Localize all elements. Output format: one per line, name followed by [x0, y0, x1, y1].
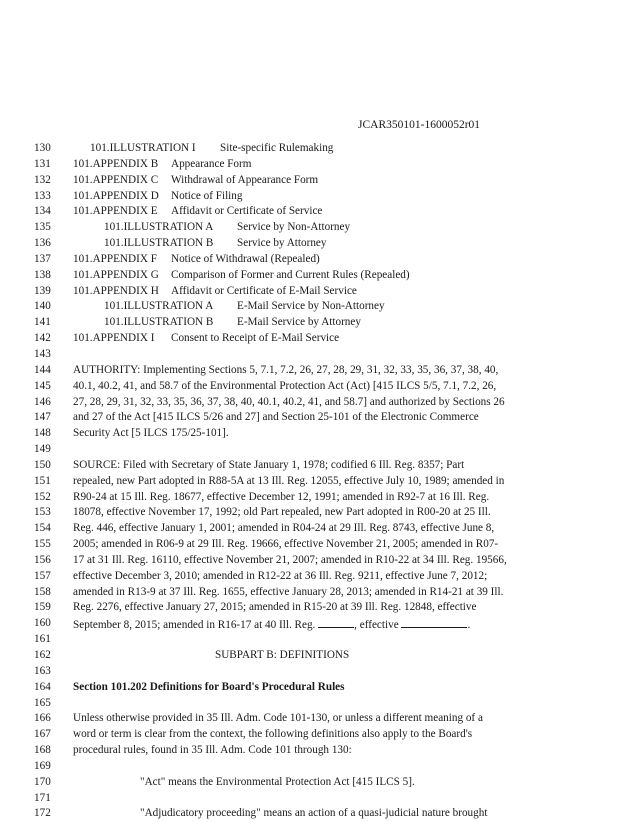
line-135	[34, 220, 614, 236]
line-138	[34, 268, 614, 284]
line-171	[34, 791, 614, 807]
line-158	[34, 585, 614, 601]
line-134	[34, 204, 614, 220]
line-number: 138	[34, 268, 51, 281]
line-number: 161	[34, 633, 51, 646]
line-number: 167	[34, 728, 51, 741]
line-155	[34, 537, 614, 553]
toc-entry-code: 101.APPENDIX E	[73, 205, 158, 218]
line-144	[34, 363, 614, 379]
line-number: 131	[34, 157, 51, 170]
line-number: 160	[34, 617, 51, 630]
line-143	[34, 347, 614, 363]
section-heading: Section 101.202 Definitions for Board's Procedural Rules	[73, 680, 345, 693]
authority-text: AUTHORITY: Implementing Sections 5, 7.1, 7.2, 26, 27, 28, 29, 31, 32, 33, 35, 36, 37, 38, 40,	[73, 363, 499, 376]
line-130	[34, 141, 614, 157]
line-number: 139	[34, 284, 51, 297]
definition-text: "Adjudicatory proceeding" means an action of a quasi-judicial nature brought	[140, 807, 488, 820]
toc-entry-code: 101.APPENDIX C	[73, 173, 159, 186]
line-148	[34, 426, 614, 442]
toc-entry-code: 101.APPENDIX H	[73, 284, 159, 297]
line-number: 132	[34, 173, 51, 186]
line-142	[34, 331, 614, 347]
line-number: 142	[34, 332, 51, 345]
line-number: 151	[34, 474, 51, 487]
line-156	[34, 553, 614, 569]
line-number: 147	[34, 411, 51, 424]
line-167	[34, 727, 614, 743]
line-number: 169	[34, 759, 51, 772]
line-number: 168	[34, 744, 51, 757]
toc-entry-code: 101.APPENDIX G	[73, 268, 159, 281]
line-140	[34, 299, 614, 315]
line-number: 159	[34, 601, 51, 614]
line-150	[34, 458, 614, 474]
source-text: Reg. 2276, effective January 27, 2015; amended in R15-20 at 39 Ill. Reg. 12848, effective	[73, 601, 477, 614]
line-number: 170	[34, 775, 51, 788]
toc-entry-title: Affidavit or Certificate of Service	[171, 205, 323, 218]
line-number: 150	[34, 458, 51, 471]
line-number: 133	[34, 189, 51, 202]
line-137	[34, 252, 614, 268]
date-blank	[401, 616, 467, 628]
line-number: 164	[34, 680, 51, 693]
line-162	[34, 648, 614, 664]
line-number: 137	[34, 252, 51, 265]
toc-entry-title: E-Mail Service by Non-Attorney	[237, 300, 385, 313]
toc-entry-title: Notice of Filing	[171, 189, 243, 202]
line-number: 157	[34, 569, 51, 582]
line-166	[34, 711, 614, 727]
line-number: 154	[34, 522, 51, 535]
toc-entry-title: E-Mail Service by Attorney	[237, 316, 361, 329]
line-number: 163	[34, 664, 51, 677]
line-152	[34, 490, 614, 506]
toc-entry-code: 101.APPENDIX B	[73, 157, 159, 170]
line-133	[34, 189, 614, 205]
toc-entry-code: 101.APPENDIX I	[73, 332, 155, 345]
authority-text: 27, 28, 29, 31, 32, 33, 35, 36, 37, 38, 40, 40.1, 40.2, 41, and 58.7] and authorized by Sections 26	[73, 395, 505, 408]
line-149	[34, 442, 614, 458]
body-text: word or term is clear from the context, the following definitions also apply to the Board's	[73, 728, 473, 741]
line-number: 145	[34, 379, 51, 392]
line-number: 166	[34, 712, 51, 725]
line-146	[34, 395, 614, 411]
line-number: 153	[34, 506, 51, 519]
source-text: Reg. 446, effective January 1, 2001; amended in R04-24 at 29 Ill. Reg. 8743, effective June 8,	[73, 522, 495, 535]
line-131	[34, 157, 614, 173]
line-145	[34, 379, 614, 395]
definition-text: "Act" means the Environmental Protection Act [415 ILCS 5].	[140, 775, 415, 788]
toc-entry-title: Site-specific Rulemaking	[220, 142, 334, 154]
source-text: effective December 3, 2010; amended in R12-22 at 36 Ill. Reg. 9211, effective June 7, 2012;	[73, 569, 488, 582]
toc-entry-code: 101.ILLUSTRATION A	[104, 300, 214, 313]
line-number: 135	[34, 221, 51, 234]
line-number: 136	[34, 237, 51, 250]
line-157	[34, 569, 614, 585]
line-164	[34, 680, 614, 696]
line-number: 162	[34, 649, 51, 661]
line-number: 149	[34, 443, 51, 456]
line-number: 140	[34, 300, 51, 313]
source-text: 2005; amended in R06-9 at 29 Ill. Reg. 19666, effective November 21, 2005; amended in R07-	[73, 538, 499, 551]
line-161	[34, 632, 614, 648]
toc-entry-title: Comparison of Former and Current Rules (Repealed)	[171, 268, 410, 281]
toc-entry-title: Service by Non-Attorney	[237, 221, 351, 234]
line-151	[34, 474, 614, 490]
document-body	[34, 141, 614, 822]
line-132	[34, 173, 614, 189]
line-154	[34, 521, 614, 537]
line-141	[34, 315, 614, 331]
authority-text: and 27 of the Act [415 ILCS 5/26 and 27] and Section 25-101 of the Electronic Commerce	[73, 411, 479, 424]
line-number: 172	[34, 807, 51, 820]
line-number: 171	[34, 791, 51, 804]
toc-entry-title: Consent to Receipt of E-Mail Service	[171, 332, 340, 345]
line-number: 152	[34, 490, 51, 503]
toc-entry-title: Service by Attorney	[237, 237, 327, 250]
toc-entry-code: 101.ILLUSTRATION B	[104, 316, 214, 329]
toc-entry-code: 101.ILLUSTRATION B	[104, 237, 214, 250]
line-number: 165	[34, 696, 51, 709]
body-text: Unless otherwise provided in 35 Ill. Adm. Code 101-130, or unless a different meaning of a	[73, 712, 483, 725]
line-number: 141	[34, 316, 51, 329]
toc-entry-title: Withdrawal of Appearance Form	[171, 173, 319, 186]
line-159	[34, 600, 614, 616]
line-number: 130	[34, 142, 51, 154]
line-number: 134	[34, 205, 51, 218]
body-text: procedural rules, found in 35 Ill. Adm. Code 101 through 130:	[73, 744, 352, 757]
toc-entry-code: 101.APPENDIX F	[73, 252, 157, 265]
toc-entry-code: 101.ILLUSTRATION A	[104, 221, 214, 234]
line-168	[34, 743, 614, 759]
source-text-start: September 8, 2015; amended in R16-17 at 40 Ill. Reg.	[73, 619, 316, 632]
source-text: amended in R13-9 at 37 Ill. Reg. 1655, effective January 28, 2013; amended in R14-21 at 39 Ill.	[73, 585, 504, 598]
line-169	[34, 759, 614, 775]
source-text-end: .	[467, 619, 471, 632]
line-number: 155	[34, 538, 51, 551]
source-text: R90-24 at 15 Ill. Reg. 18677, effective December 12, 1991; amended in R92-7 at 16 Ill. Reg.	[73, 490, 490, 503]
authority-text: 40.1, 40.2, 41, and 58.7 of the Environmental Protection Act (Act) [415 ILCS 5/5, 7.1, 7.2, 26,	[73, 379, 497, 392]
document-id: JCAR350101-1600052r01	[358, 119, 481, 131]
line-160	[34, 616, 614, 632]
toc-entry-title: Appearance Form	[171, 157, 252, 170]
line-number: 143	[34, 347, 51, 360]
volume-blank	[318, 616, 354, 628]
line-139	[34, 284, 614, 300]
source-text: repealed, new Part adopted in R88-5A at 13 Ill. Reg. 12055, effective July 10, 1989; amended in	[73, 474, 505, 487]
source-text: SOURCE: Filed with Secretary of State January 1, 1978; codified 6 Ill. Reg. 8357; Part	[73, 458, 465, 471]
line-number: 146	[34, 395, 51, 408]
source-text-mid: , effective	[354, 619, 399, 632]
line-172	[34, 806, 614, 822]
source-text: 18078, effective November 17, 1992; old Part repealed, new Part adopted in R00-20 at 25 Ill.	[73, 506, 491, 519]
line-number: 156	[34, 553, 51, 566]
line-number: 158	[34, 585, 51, 598]
line-number: 148	[34, 427, 51, 440]
line-147	[34, 410, 614, 426]
line-number: 144	[34, 363, 51, 376]
toc-entry-title: Affidavit or Certificate of E-Mail Service	[171, 284, 357, 297]
authority-text: Security Act [5 ILCS 175/25-101].	[73, 427, 229, 440]
line-170	[34, 775, 614, 791]
source-text: 17 at 31 Ill. Reg. 16110, effective November 21, 2007; amended in R10-22 at 34 Ill. Reg. 19566,	[73, 553, 507, 566]
toc-entry-code: 101.APPENDIX D	[73, 189, 159, 202]
toc-entry-code: 101.ILLUSTRATION I	[90, 142, 196, 154]
line-136	[34, 236, 614, 252]
subpart-heading: SUBPART B: DEFINITIONS	[215, 649, 350, 661]
toc-entry-title: Notice of Withdrawal (Repealed)	[171, 252, 320, 265]
line-165	[34, 696, 614, 712]
line-153	[34, 505, 614, 521]
line-163	[34, 664, 614, 680]
